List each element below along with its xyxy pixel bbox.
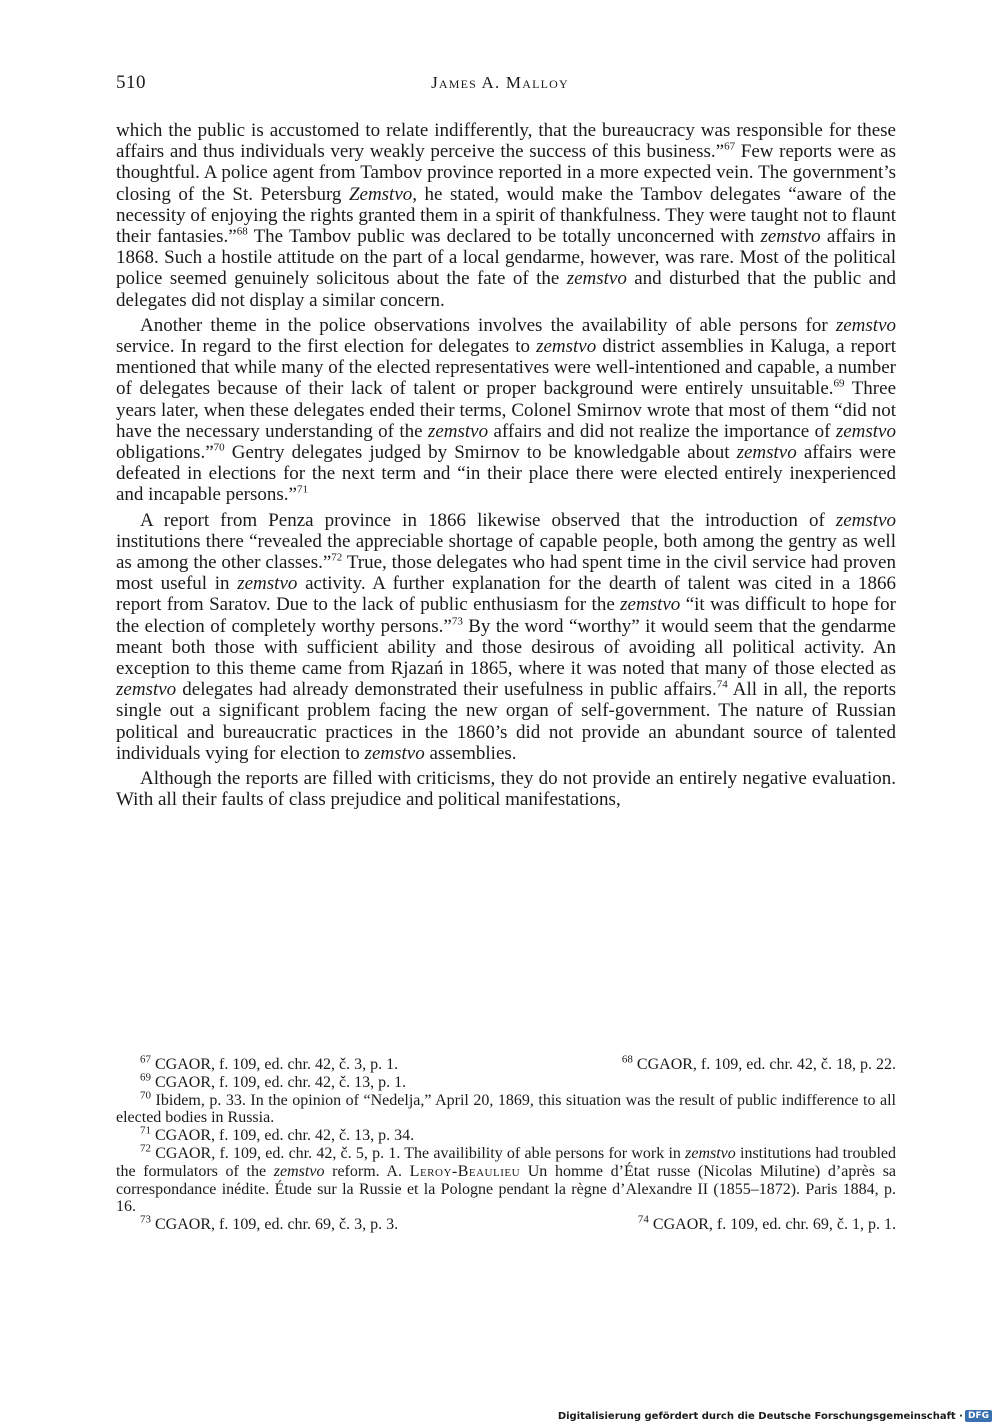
footnote-74: $^{74}$ CGAOR, f. 109, ed. chr. 69, č. 1, p. 1. [637,1213,896,1234]
running-head: James A. Malloy [431,73,569,92]
footnote-ref: 72 [331,551,343,564]
footnote-ref: 68 [236,225,248,238]
footnote-69: $^{69}$ CGAOR, f. 109, ed. chr. 42, č. 13, p. 1. [140,1071,407,1091]
footnote-pair-73-74 [116,1213,896,1234]
footnote-ref: 69 [833,378,845,391]
dfg-logo-icon: DFG [965,1410,992,1422]
digitization-text: Digitalisierung gefördert durch die Deutsche Forschungsgemeinschaft · [557,1410,963,1422]
page-number: 510 [116,72,146,93]
body-text [116,120,896,815]
author-name: Leroy-Beaulieu [409,1162,521,1180]
footnote-68: $^{68}$ CGAOR, f. 109, ed. chr. 42, č. 18, p. 22. [621,1053,896,1073]
footnote-ref: 71 [296,484,308,497]
paragraph-4: Although the reports are filled with criticisms, they do not provide an entirely negative evaluation. With all their faults of class prejudice and political manifestations, [116,768,896,811]
footnote-ref: 74 [716,678,728,691]
footnote-72: $^{72}$ CGAOR, f. 109, ed. chr. 42, č. 5, p. 1. The availibility of able persons for work in zemstvo institutions had troubled the formulators of the zemstvo reform. A. Leroy-Beaulieu Un homme d’État russe (Nicolas Milutine) d’après sa correspondance inédite. Étude sur la Russie et la Pologne pendant la règne d’Alexandre II (1855–1872). Paris 1884, p. 16. [116,1142,897,1216]
footnote-71: $^{71}$ CGAOR, f. 109, ed. chr. 42, č. 13, p. 34. [140,1124,415,1145]
footnote-pair-67-68 [116,1053,896,1074]
footnote-73: $^{73}$ CGAOR, f. 109, ed. chr. 69, č. 3, p. 3. [140,1213,399,1234]
footnote-ref: 73 [451,615,463,628]
footnotes [116,1053,897,1234]
footnote-ref: 70 [213,441,225,454]
paragraph-2: Another theme in the police observations involves the availability of able persons for zemstvo service. In regard to the first election for delegates to zemstvo district assemblies in Kaluga, a report mentioned that while many of the elected representatives were well-intentioned and capable, a number of delegates because of their lack of talent or proper background were entirely unsuitable.$^{69}$ Three years later, when these delegates ended their terms, Colonel Smirnov wrote that most of them “did not have the necessary understanding of the zemstvo affairs and did not realize the importance of zemstvo obligations.”$^{70}$ Gentry delegates judged by Smirnov to be knowledgable about zemstvo affairs were defeated in elections for the next term and “in their place there were elected entirely inexperienced and incapable persons.”$^{71}$ [116,314,896,506]
paragraph-1: which the public is accustomed to relate indifferently, that the bureaucracy was responsible for these affairs and thus individuals very weakly perceive the success of this business.”$^{67}$ Few reports were as thoughtful. A police agent from Tambov province reported in a more expected vein. The government’s closing of the St. Petersburg Zemstvo, he stated, would make the Tambov delegates “aware of the necessity of enjoying the rights granted them in a spirit of thankfulness. They were taught not to flaunt their fantasies.”$^{68}$ The Tambov public was declared to be totally unconcerned with zemstvo affairs in 1868. Such a hostile attitude on the part of a local gendarme, however, was rare. Most of the political police seemed genuinely solicitous about the fate of the zemstvo and disturbed that the public and delegates did not display a similar concern. [116,120,897,311]
digitization-footer [558,1410,992,1422]
paragraph-3: A report from Penza province in 1866 likewise observed that the introduction of zemstvo institutions there “revealed the appreciable shortage of capable people, both among the gentry as well as among the other classes.”$^{72}$ True, those delegates who had spent time in the civil service had proven most useful in zemstvo activity. A further explanation for the dearth of talent was cited in a 1866 report from Saratov. Due to the lack of public enthusiasm for the zemstvo “it was difficult to hope for the election of completely worthy persons.”$^{73}$ By the word “worthy” it would seem that the gendarme meant both those with sufficient ability and those desirous of avoiding all political activity. An exception to this theme came from Rjazań in 1865, where it was noted that many of those elected as zemstvo delegates had already demonstrated their usefulness in public affairs.$^{74}$ All in all, the reports single out a significant problem facing the new organ of self-government. The nature of Russian political and bureaucratic practices in the 1860’s did not provide an abundant source of talented individuals vying for election to zemstvo assemblies. [116,509,896,764]
footnote-67: $^{67}$ CGAOR, f. 109, ed. chr. 42, č. 3, p. 1. [140,1053,399,1073]
footnote-70: $^{70}$ Ibidem, p. 33. In the opinion of “Nedelja,” April 20, 1869, this situation was the result of public indifference to all elected bodies in Russia. [116,1089,896,1127]
footnote-ref: 67 [724,140,736,153]
